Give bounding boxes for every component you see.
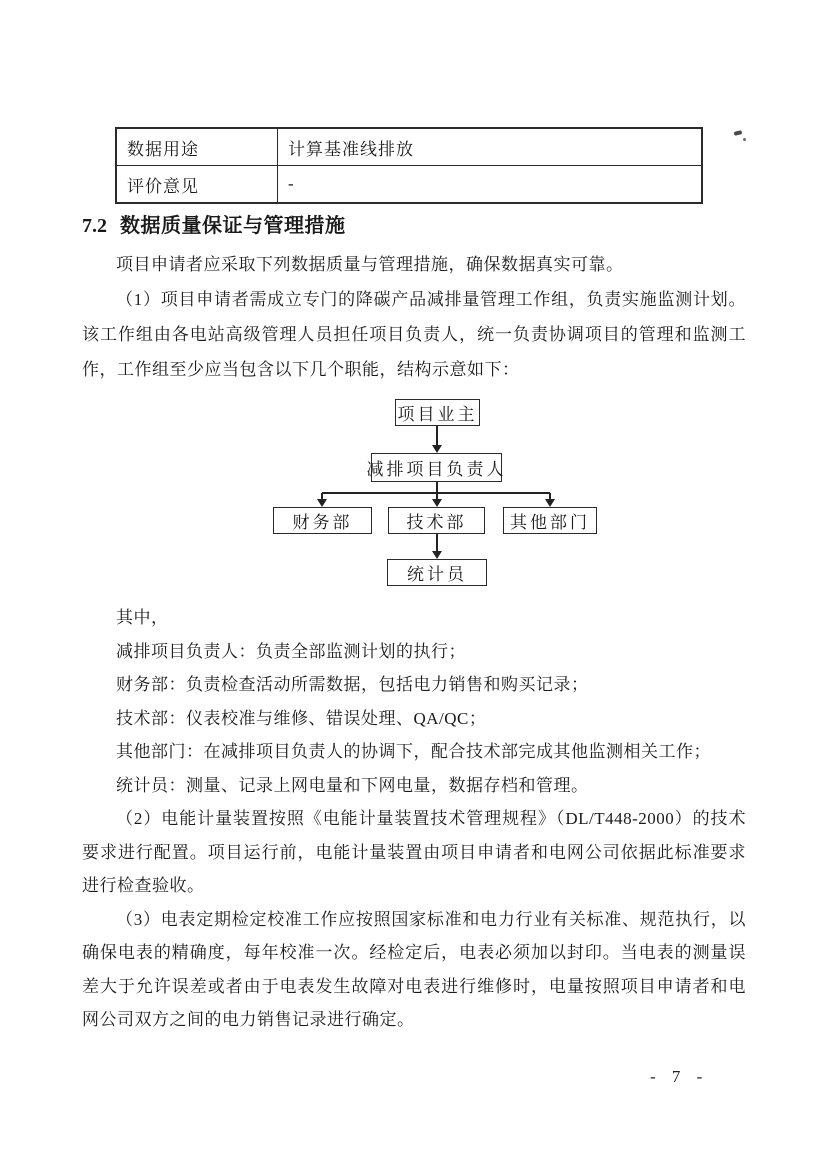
section-title: 数据质量保证与管理措施 — [120, 215, 346, 237]
data-evaluation-table — [115, 127, 703, 204]
paragraph-1: （1）项目申请者需成立专门的降碳产品减排量管理工作组，负责实施监测计划。该工作组由各电站高级管理人员担任项目负责人，统一负责协调项目的管理和监测工作，工作组至少应当包含以下几个职能，结构示意如下： — [82, 290, 746, 379]
ink-speck — [734, 130, 743, 136]
org-chart — [0, 393, 828, 598]
org-node-statistician: 统计员 — [387, 559, 487, 586]
paragraph-2: （2）电能计量装置按照《电能计量装置技术管理规程》（DL/T448-2000）的技术要求进行配置。项目运行前，电能计量装置由项目申请者和电网公司依据此标准要求进行检查验收。 — [82, 809, 746, 895]
table-cell-value: 计算基准线排放 — [278, 128, 703, 166]
table-row — [116, 128, 702, 166]
role-line-other: 其他部门：在减排项目负责人的协调下，配合技术部完成其他监测相关工作； — [116, 742, 711, 761]
role-line-finance: 财务部：负责检查活动所需数据，包括电力销售和购买记录； — [116, 675, 589, 694]
intro-paragraph: 项目申请者应采取下列数据质量与管理措施，确保数据真实可靠。 — [116, 255, 624, 274]
page-number: - 7 - — [650, 1067, 709, 1086]
role-line-statistician: 统计员：测量、记录上网电量和下网电量，数据存档和管理。 — [116, 775, 589, 795]
paragraph-3: （3）电表定期检定校准工作应按照国家标准和电力行业有关标准、规范执行，以确保电表的精确度，每年校准一次。经检定后，电表必须加以封印。当电表的测量误差大于允许误差或者由于电表发生故障对电表进行维修时，电量按照项目申请者和电网公司双方之间的电力销售记录进行确定。 — [82, 909, 746, 1029]
org-node-other-dept: 其他部门 — [503, 507, 597, 534]
lower-text-block — [82, 601, 746, 1037]
org-node-reduction-project-manager: 减排项目负责人 — [371, 453, 502, 482]
table-cell-value: - — [278, 166, 703, 204]
role-line-manager: 减排项目负责人：负责全部监测计划的执行； — [116, 641, 466, 661]
table-row — [116, 166, 702, 204]
ink-speck — [743, 138, 746, 141]
section-heading — [82, 209, 346, 238]
table-cell-label: 数据用途 — [116, 128, 278, 166]
table-cell-label: 评价意见 — [116, 166, 278, 204]
org-node-project-owner: 项目业主 — [395, 399, 480, 426]
org-node-technical-dept: 技术部 — [388, 507, 485, 534]
among-line: 其中， — [116, 608, 169, 627]
role-line-technical: 技术部：仪表校准与维修、错误处理、QA/QC； — [116, 708, 487, 728]
org-node-finance-dept: 财务部 — [273, 507, 372, 534]
section-number: 7.2 — [82, 215, 107, 237]
